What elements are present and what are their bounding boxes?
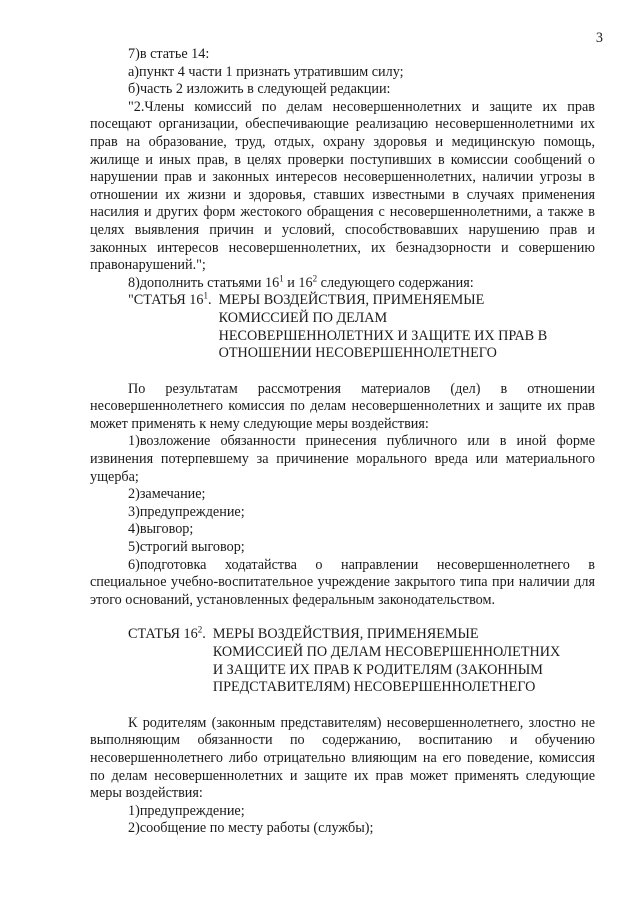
title-line: КОМИССИЕЙ ПО ДЕЛАМ — [218, 309, 388, 326]
title-line: И ЗАЩИТЕ ИХ ПРАВ К РОДИТЕЛЯМ (ЗАКОННЫМ — [212, 661, 543, 678]
article-16-1-intro: По результатам рассмотрения материалов (дел) в отношении несовершеннолетнего комиссия по делам несовершеннолетних и защите их прав может применять к нему следующие меры воздействия: — [90, 380, 595, 432]
measure-item: 2)сообщение по месту работы (службы); — [128, 820, 374, 837]
article-16-2-title — [213, 626, 595, 696]
measure-item: 1)возложение обязанности принесения публичного или в иной форме извинения потерпевшему за причинение морального вреда или материального ущерба; — [90, 433, 595, 485]
title-line: ПРЕДСТАВИТЕЛЯМ) НЕСОВЕРШЕННОЛЕТНЕГО — [212, 679, 536, 696]
measure-item: 6)подготовка ходатайства о направлении несовершеннолетнего в специальное учебно-воспитательное учреждение закрытого типа при наличии для этого оснований, установленных федеральным законодательством. — [90, 556, 595, 608]
article-16-1-heading — [90, 292, 595, 362]
measure-item: 1)предупреждение; — [128, 802, 245, 819]
amendment-line: б)часть 2 изложить в следующей редакции: — [128, 81, 391, 98]
measure-item: 5)строгий выговор; — [128, 539, 245, 556]
title-line: ОТНОШЕНИИ НЕСОВЕРШЕННОЛЕТНЕГО — [218, 345, 497, 362]
measure-item: 2)замечание; — [128, 486, 206, 503]
amendment-line: а)пункт 4 части 1 признать утратившим силу; — [128, 63, 404, 80]
article-16-1-number: "СТАТЬЯ $16^1$. — [128, 290, 219, 309]
title-line: КОМИССИЕЙ ПО ДЕЛАМ НЕСОВЕРШЕННОЛЕТНИХ — [212, 644, 561, 660]
article-16-2-number: СТАТЬЯ $16^2$. — [128, 624, 213, 643]
page-number: 3 — [595, 30, 603, 46]
measure-item: 4)выговор; — [128, 521, 194, 538]
item-8-line: 8)дополнить статьями $16^1$ и $16^2$ следующего содержания: — [128, 272, 474, 291]
document-body — [90, 46, 595, 838]
article-16-2-intro: К родителям (законным представителям) несовершеннолетнего, злостно не выполняющим обязанности по содержанию, воспитанию и обучению несовершеннолетнего либо отрицательно влияющим на его поведение, комиссия по делам несовершеннолетних и защите их прав может применять следующие меры воздействия: — [90, 714, 595, 802]
measure-item: 3)предупреждение; — [128, 503, 245, 520]
title-line: МЕРЫ ВОЗДЕЙСТВИЯ, ПРИМЕНЯЕМЫЕ — [212, 626, 479, 643]
amendment-line: 7)в статье 14: — [128, 46, 210, 62]
article-16-1-title — [219, 292, 595, 362]
title-line: НЕСОВЕРШЕННОЛЕТНИХ И ЗАЩИТЕ ИХ ПРАВ В — [218, 327, 548, 344]
title-line: МЕРЫ ВОЗДЕЙСТВИЯ, ПРИМЕНЯЕМЫЕ — [218, 292, 485, 309]
quoted-paragraph: "2.Члены комиссий по делам несовершеннолетних и защите их прав посещают организации, обеспечивающие реализацию несовершеннолетними их прав на образование, труд, отдых, охрану здоровья и медицинскую помощь, жилище и иных прав, в целях проверки поступивших в комиссии сообщений о нарушении прав и законных интересов несовершеннолетних, наличии угрозы в отношении их жизни и здоровья, ставших известными в случаях применения насилия и других форм жестокого обращения с несовершеннолетними, а также в целях выявления причин и условий, способствовавших нарушению прав и законных интересов несовершеннолетних, их безнадзорности и совершению правонарушений."; — [90, 98, 595, 274]
article-16-2-heading — [90, 626, 595, 696]
